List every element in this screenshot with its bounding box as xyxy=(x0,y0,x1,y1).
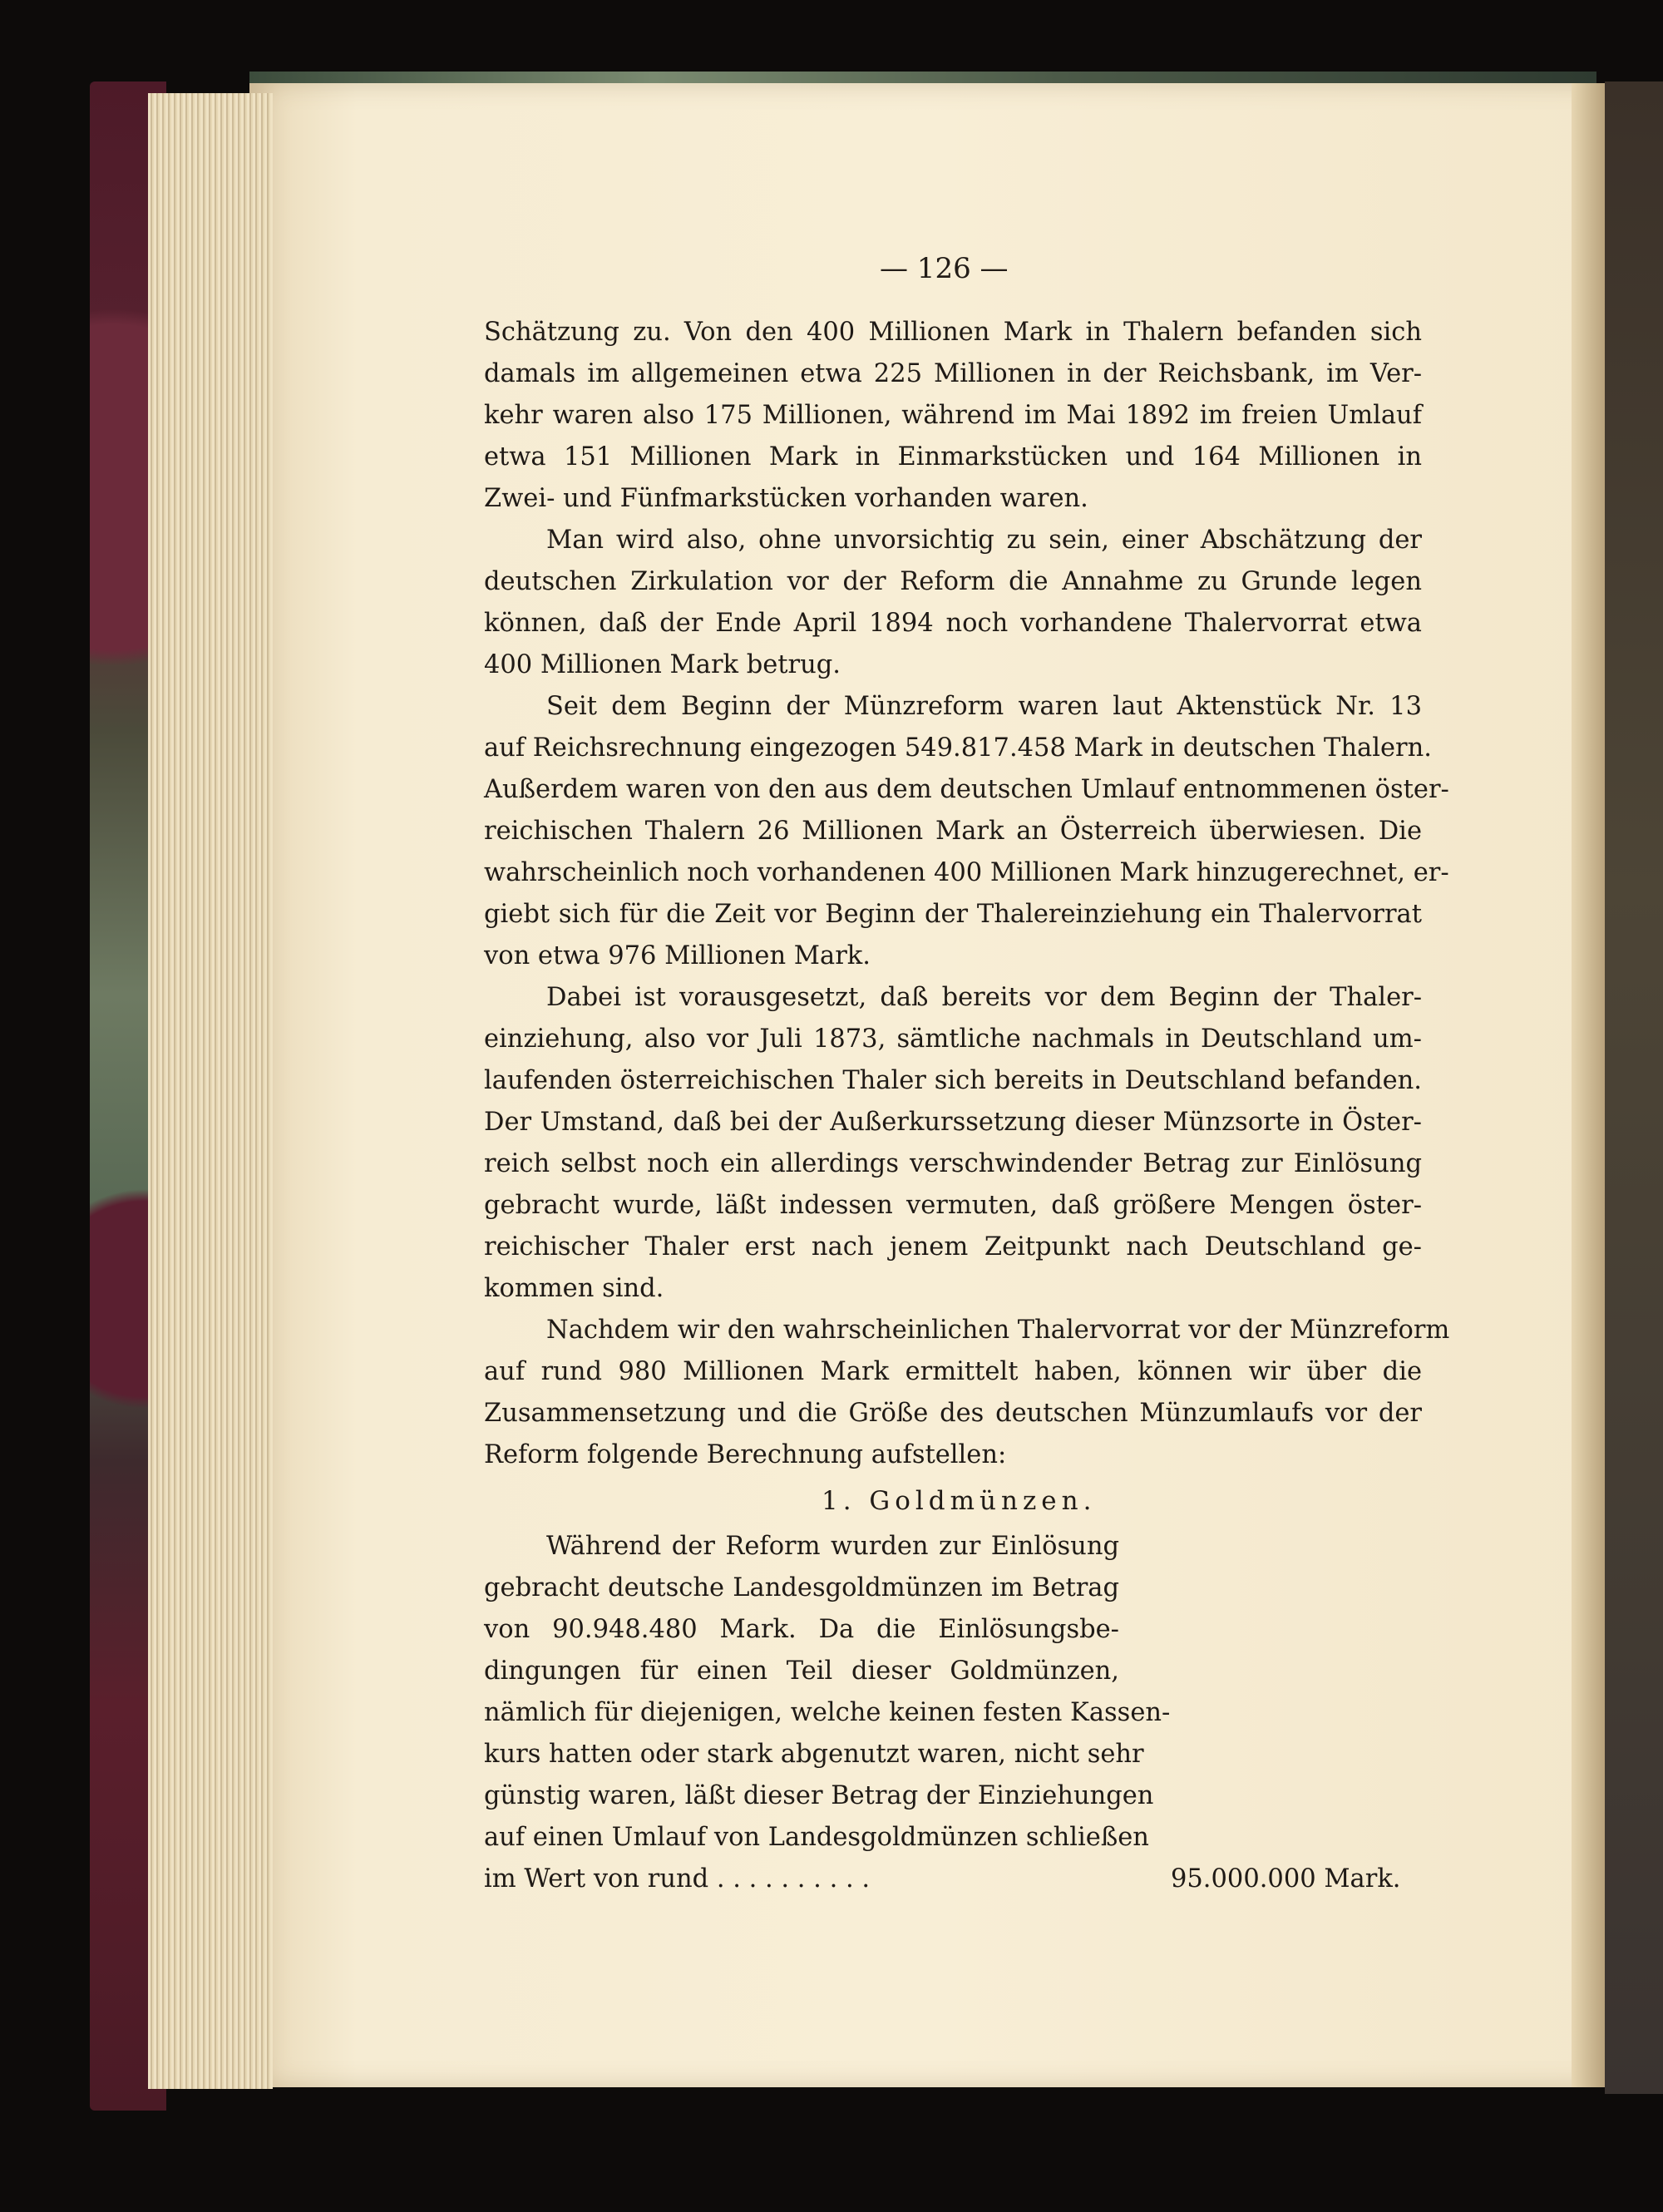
text-line: laufenden österreichischen Thaler sich bereits in Deutschland befanden. xyxy=(484,1066,1422,1095)
text-line: Nachdem wir den wahrscheinlichen Thalervorrat vor der Münzreform xyxy=(546,1316,1450,1345)
text-line: günstig waren, läßt dieser Betrag der Einziehungen xyxy=(484,1781,1154,1810)
text-line: Während der Reform wurden zur Einlösung xyxy=(546,1532,1119,1561)
text-line: einziehung, also vor Juli 1873, sämtliche nachmals in Deutschland um- xyxy=(484,1025,1422,1054)
text-line: kommen sind. xyxy=(484,1274,664,1303)
text-line: gebracht deutsche Landesgoldmünzen im Betrag xyxy=(484,1573,1119,1602)
text-line: deutschen Zirkulation vor der Reform die Annahme zu Grunde legen xyxy=(484,567,1422,596)
text-line: können, daß der Ende April 1894 noch vorhandene Thalervorrat etwa xyxy=(484,609,1422,638)
text-line: auf einen Umlauf von Landesgoldmünzen schließen xyxy=(484,1823,1149,1852)
text-line: auf rund 980 Millionen Mark ermittelt haben, können wir über die xyxy=(484,1357,1422,1386)
sum-label: im Wert von rund . . . . . . . . . . xyxy=(484,1864,871,1894)
text-line: Außerdem waren von den aus dem deutschen Umlauf entnommenen öster- xyxy=(484,775,1449,804)
text-line: gebracht wurde, läßt indessen vermuten, daß größere Mengen öster- xyxy=(484,1191,1422,1220)
text-line: nämlich für diejenigen, welche keinen festen Kassen- xyxy=(484,1698,1171,1727)
text-line: reichischer Thaler erst nach jenem Zeitpunkt nach Deutschland ge- xyxy=(484,1232,1422,1262)
text-line: reichischen Thalern 26 Millionen Mark an Österreich überwiesen. Die xyxy=(484,817,1422,846)
text-line: etwa 151 Millionen Mark in Einmarkstücken und 164 Millionen in xyxy=(484,442,1422,472)
text-line: giebt sich für die Zeit vor Beginn der Thalereinziehung ein Thalervorrat xyxy=(484,900,1422,929)
text-line: 400 Millionen Mark betrug. xyxy=(484,650,841,679)
text-line: von 90.948.480 Mark. Da die Einlösungsbe- xyxy=(484,1615,1119,1644)
text-line: Dabei ist vorausgesetzt, daß bereits vor dem Beginn der Thaler- xyxy=(546,983,1422,1012)
text-line: dingungen für einen Teil dieser Goldmünzen, xyxy=(484,1657,1119,1686)
text-line: Schätzung zu. Von den 400 Millionen Mark in Thalern befanden sich xyxy=(484,318,1422,347)
page-number: — 126 — xyxy=(880,252,1009,285)
text-line: reich selbst noch ein allerdings verschwindender Betrag zur Einlösung xyxy=(484,1149,1422,1178)
text-line: damals im allgemeinen etwa 225 Millionen in der Reichsbank, im Ver- xyxy=(484,359,1422,388)
page-stack-edge xyxy=(148,93,273,2089)
text-line: kehr waren also 175 Millionen, während im Mai 1892 im freien Umlauf xyxy=(484,401,1422,430)
text-line: Reform folgende Berechnung aufstellen: xyxy=(484,1440,1007,1469)
text-line: Man wird also, ohne unvorsichtig zu sein, einer Abschätzung der xyxy=(546,526,1422,555)
text-line: auf Reichsrechnung eingezogen 549.817.458 Mark in deutschen Thalern. xyxy=(484,733,1432,763)
text-line: Der Umstand, daß bei der Außerkurssetzung dieser Münzsorte in Öster- xyxy=(484,1108,1422,1137)
sum-value: 95.000.000 Mark. xyxy=(1171,1864,1401,1894)
text-line: wahrscheinlich noch vorhandenen 400 Millionen Mark hinzugerechnet, er- xyxy=(484,858,1449,887)
text-line: Zusammensetzung und die Größe des deutschen Münzumlaufs vor der xyxy=(484,1399,1422,1428)
section-heading: 1. Goldmünzen. xyxy=(822,1486,1097,1516)
text-line: von etwa 976 Millionen Mark. xyxy=(484,941,871,970)
book-cover-right xyxy=(1605,81,1663,2094)
text-line: Zwei- und Fünfmarkstücken vorhanden waren. xyxy=(484,484,1088,513)
page-gutter xyxy=(1572,83,1605,2087)
text-line: kurs hatten oder stark abgenutzt waren, nicht sehr xyxy=(484,1740,1144,1769)
text-line: Seit dem Beginn der Münzreform waren laut Aktenstück Nr. 13 xyxy=(546,692,1422,721)
